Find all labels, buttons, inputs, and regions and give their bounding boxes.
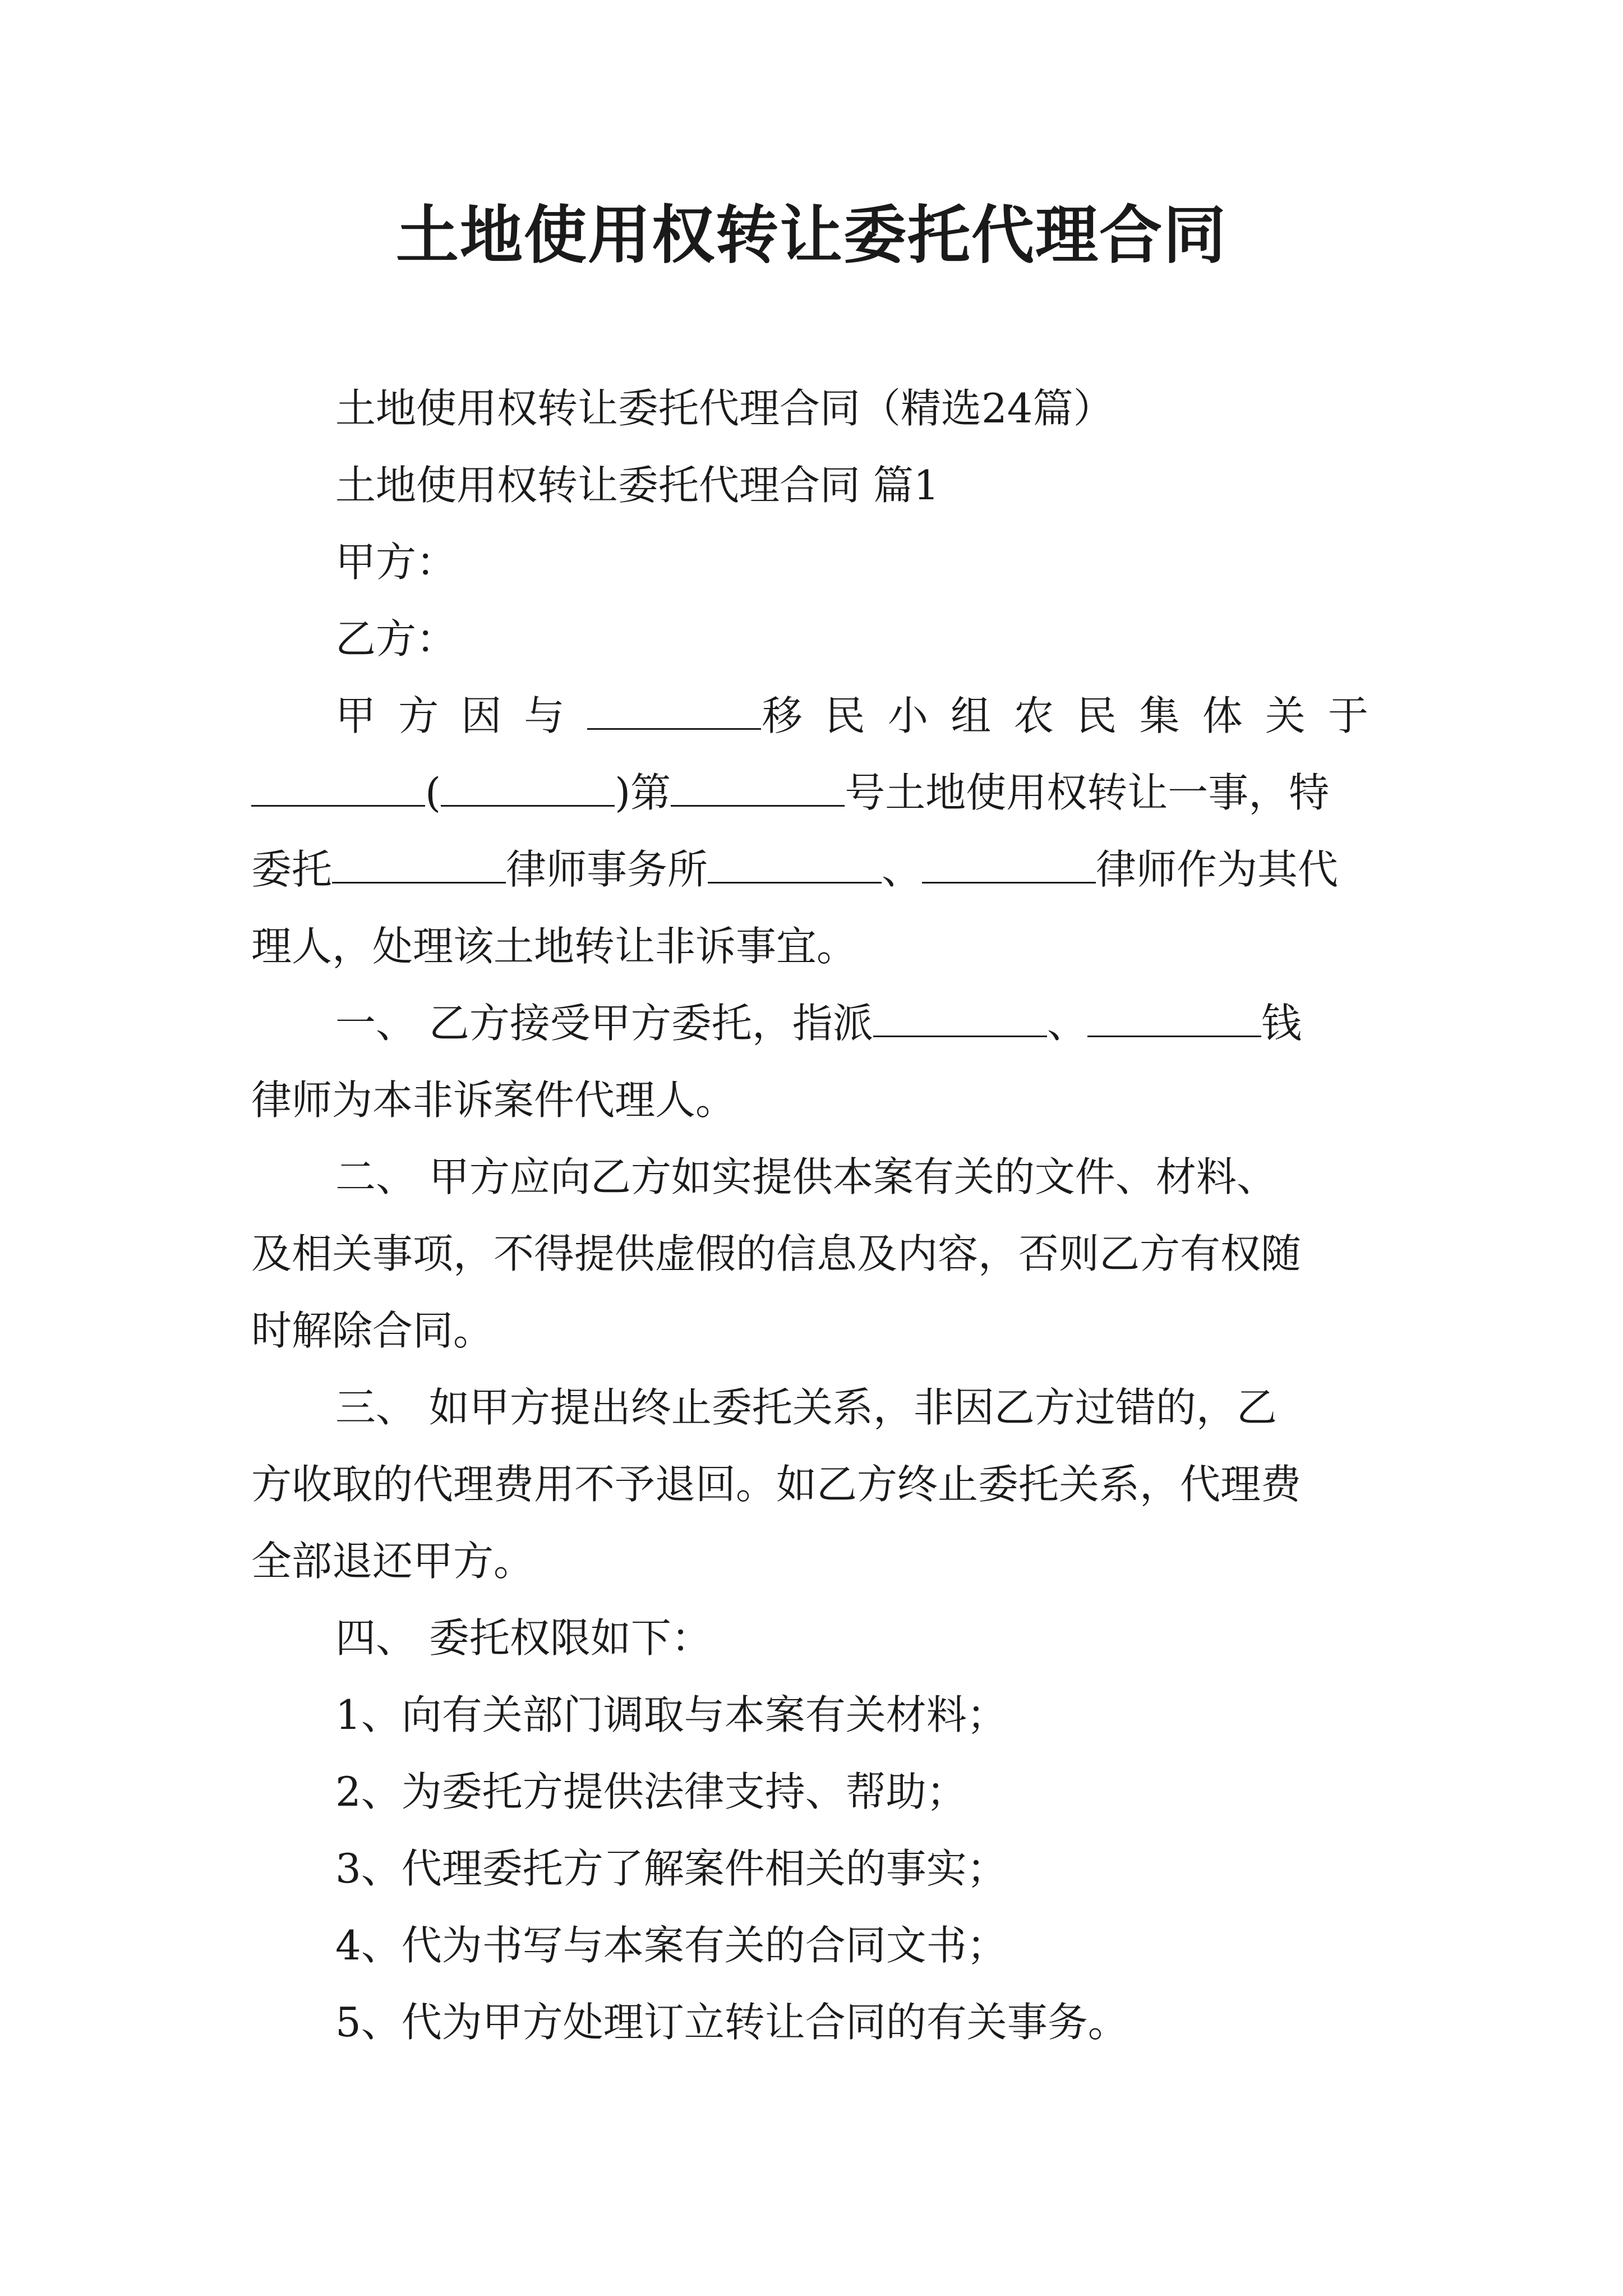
list-item: 4、代为书写与本案有关的合同文书； bbox=[335, 1922, 1007, 1969]
clause-4-heading: 四、 委托权限如下： bbox=[335, 1614, 712, 1662]
list-item: 1、向有关部门调取与本案有关材料； bbox=[335, 1691, 1007, 1738]
text-fragment: )第 bbox=[615, 769, 671, 816]
list-item: 5、代为甲方处理订立转让合同的有关事务。 bbox=[335, 1999, 1128, 2046]
clause-3-line-1: 三、 如甲方提出终止委托关系，非因乙方过错的，乙 bbox=[335, 1384, 1277, 1431]
text-fragment: 律师作为其代 bbox=[1096, 846, 1339, 893]
text-fragment: 、 bbox=[1046, 1000, 1087, 1047]
page-title: 土地使用权转让委托代理合同 bbox=[396, 199, 1227, 272]
party-b-label: 乙方： bbox=[335, 615, 457, 662]
party-a-label: 甲方： bbox=[335, 539, 457, 586]
text-fragment: 号土地使用权转让一事，特 bbox=[845, 769, 1330, 816]
clause-2-line-1: 二、 甲方应向乙方如实提供本案有关的文件、材料、 bbox=[335, 1153, 1277, 1200]
list-item: 3、代理委托方了解案件相关的事实； bbox=[335, 1845, 1007, 1892]
blank-line bbox=[922, 848, 1096, 884]
blank-line bbox=[251, 771, 425, 807]
blank-line bbox=[671, 771, 845, 807]
text-fragment: 甲方因与 bbox=[335, 692, 587, 739]
clause-1-line-2: 律师为本非诉案件代理人。 bbox=[251, 1076, 736, 1124]
text-fragment: 移民小组农民集体关于 bbox=[760, 692, 1390, 739]
clause-2-line-2: 及相关事项，不得提供虚假的信息及内容，否则乙方有权随 bbox=[251, 1230, 1302, 1277]
paragraph-1-line-1 bbox=[251, 678, 1390, 754]
blank-line bbox=[873, 1002, 1047, 1037]
paragraph-1-line-4: 理人，处理该土地转让非诉事宜。 bbox=[251, 923, 857, 970]
blank-line bbox=[441, 771, 615, 807]
blank-line bbox=[332, 848, 506, 884]
clause-2-line-3: 时解除合同。 bbox=[251, 1307, 494, 1354]
text-fragment: 钱 bbox=[1261, 1000, 1302, 1047]
clause-1-line-1 bbox=[251, 985, 1390, 1062]
section-heading: 土地使用权转让委托代理合同 篇1 bbox=[335, 462, 939, 509]
blank-line bbox=[1087, 1002, 1261, 1037]
text-fragment: 一、 乙方接受甲方委托，指派 bbox=[335, 1000, 873, 1047]
document-body bbox=[251, 370, 1390, 2061]
blank-line bbox=[587, 694, 761, 730]
clause-3-line-3: 全部退还甲方。 bbox=[251, 1538, 534, 1585]
text-fragment: 律师事务所 bbox=[506, 846, 708, 893]
blank-line bbox=[708, 848, 882, 884]
document-subtitle: 土地使用权转让委托代理合同（精选24篇） bbox=[335, 385, 1114, 432]
paragraph-1-line-3 bbox=[251, 831, 1390, 908]
text-fragment: 、 bbox=[882, 846, 923, 893]
text-fragment: ( bbox=[425, 769, 441, 816]
text-fragment: 委托 bbox=[251, 846, 333, 893]
paragraph-1-line-2 bbox=[251, 754, 1390, 831]
list-item: 2、为委托方提供法律支持、帮助； bbox=[335, 1768, 967, 1815]
clause-3-line-2: 方收取的代理费用不予退回。如乙方终止委托关系，代理费 bbox=[251, 1461, 1302, 1508]
